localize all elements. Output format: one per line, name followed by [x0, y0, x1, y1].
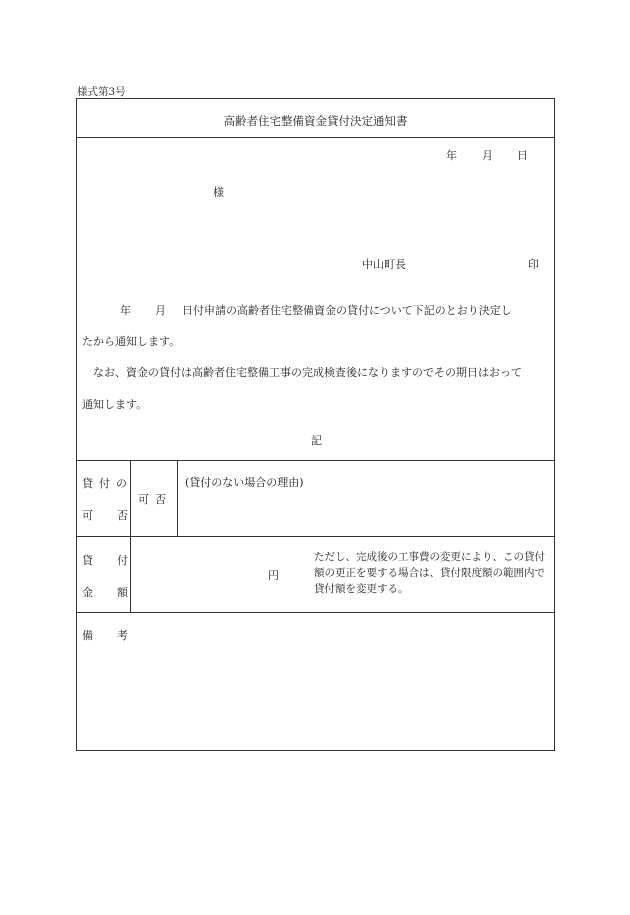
row-label-loan-of: 貸付の [82, 477, 133, 490]
notice-form [76, 98, 555, 751]
approval-value: 可否 [138, 493, 172, 506]
divider [77, 137, 554, 138]
divider [130, 536, 131, 612]
divider [77, 460, 554, 461]
row-label-loan: 貸付 [82, 554, 152, 567]
date-day-label: 日 [517, 149, 528, 162]
body-line-4: 通知します。 [82, 398, 148, 411]
body-date-month: 月 [155, 304, 166, 317]
form-number: 様式第3号 [77, 86, 126, 98]
date-year-label: 年 [446, 149, 457, 162]
seal-mark: 印 [528, 258, 539, 271]
divider [177, 460, 178, 536]
form-title: 高齢者住宅整備資金貸付決定通知書 [223, 114, 408, 128]
divider [77, 536, 554, 537]
amount-note: ただし、完成後の工事費の変更により、この貸付額の更正を要する場合は、貸付限度額の範囲内で貸付額を変更する。 [314, 551, 545, 595]
ki-heading: 記 [311, 434, 322, 447]
divider [130, 460, 131, 536]
body-line-2: たから通知します。 [82, 335, 181, 348]
issuer-name: 中山町長 [362, 258, 406, 271]
row-label-approval: 可否 [82, 509, 152, 522]
yen-unit: 円 [268, 569, 279, 582]
body-line-1: 日付申請の高齢者住宅整備資金の貸付について下記のとおり決定し [182, 304, 512, 317]
row-label-amount: 金額 [82, 586, 152, 599]
addressee-suffix: 様 [213, 186, 224, 199]
date-month-label: 月 [482, 149, 493, 162]
divider [77, 612, 554, 613]
remarks-label: 備考 [82, 629, 152, 642]
body-line-3: なお、資金の貸付は高齢者住宅整備工事の完成検査後になりますのでその期日はおって [93, 366, 522, 379]
denial-reason-label: (貸付のない場合の理由) [185, 476, 304, 489]
body-date-year: 年 [120, 304, 131, 317]
